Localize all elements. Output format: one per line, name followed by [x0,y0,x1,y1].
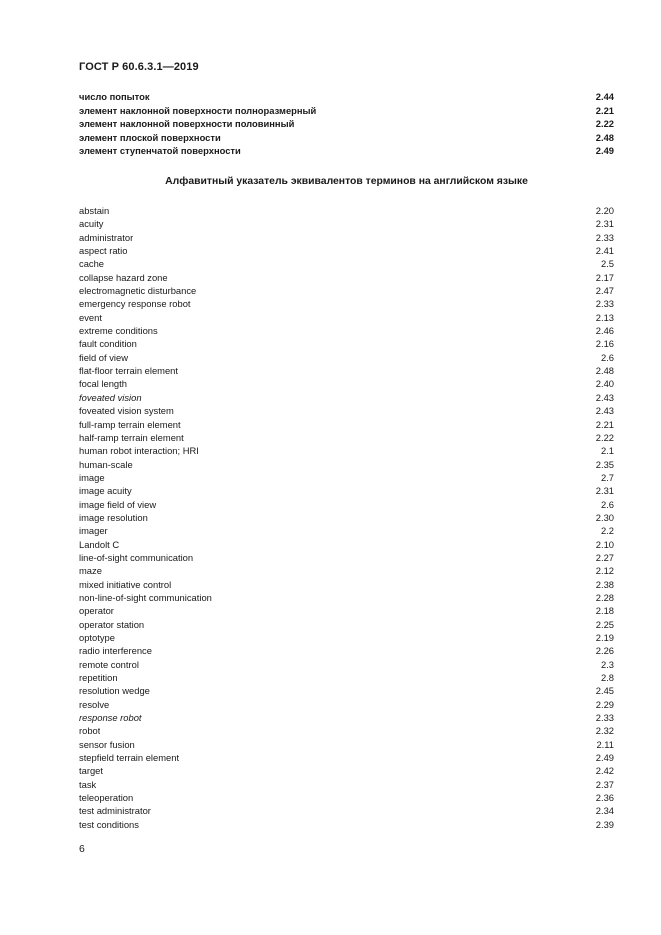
index-term: remote control [79,658,139,670]
index-entry [79,257,614,270]
index-entry [79,364,614,377]
index-reference: 2.6 [600,498,614,510]
index-term: resolve [79,698,110,710]
index-reference: 2.18 [595,605,614,617]
index-term: abstain [79,205,110,216]
index-reference: 2.33 [595,231,614,243]
russian-terms-list [79,90,614,158]
index-reference: 2.48 [595,365,614,377]
index-entry [79,244,614,257]
index-reference: 2.48 [595,131,614,143]
index-entry [79,804,614,817]
index-term: элемент наклонной поверхности полноразмерный [79,104,317,116]
index-reference: 2.47 [595,285,614,297]
index-term: sensor fusion [79,738,135,750]
index-term: robot [79,725,101,737]
index-entry [79,271,614,284]
index-term: line-of-sight communication [79,551,194,563]
index-reference: 2.39 [595,818,614,830]
index-reference: 2.34 [595,805,614,817]
index-term: focal length [79,378,127,390]
english-terms-list [79,204,614,831]
index-term: cache [79,258,105,270]
index-reference: 2.21 [595,418,614,430]
section-title: Алфавитный указатель эквивалентов терминов на английском языке [165,176,528,187]
index-entry [79,458,614,471]
index-reference: 2.35 [595,458,614,470]
index-reference: 2.3 [600,658,614,670]
index-entry [79,217,614,230]
index-term: extreme conditions [79,325,158,337]
index-reference: 2.40 [595,378,614,390]
index-reference: 2.31 [595,485,614,497]
index-term: operator [79,605,114,617]
index-term: Landolt C [79,538,120,550]
index-reference: 2.20 [595,205,614,216]
index-term: field of view [79,351,128,363]
document-header: ГОСТ Р 60.6.3.1—2019 [79,61,199,73]
index-reference: 2.6 [600,351,614,363]
index-term: fault condition [79,338,137,350]
index-entry [79,698,614,711]
index-reference: 2.33 [595,298,614,310]
index-term: test conditions [79,818,139,830]
index-term: repetition [79,672,118,684]
index-term: maze [79,565,102,577]
index-reference: 2.19 [595,632,614,643]
index-reference: 2.38 [595,578,614,590]
index-entry [79,311,614,324]
index-entry [79,324,614,337]
index-reference: 2.49 [595,145,614,156]
index-reference: 2.36 [595,792,614,804]
index-reference: 2.37 [595,778,614,790]
index-term: administrator [79,231,134,243]
index-term: optotype [79,632,115,643]
index-entry [79,297,614,310]
index-entry [79,231,614,244]
index-term: radio interference [79,645,152,657]
index-reference: 2.7 [600,471,614,483]
index-reference: 2.22 [595,118,614,129]
index-reference: 2.43 [595,405,614,417]
index-reference: 2.28 [595,591,614,603]
index-term: image acuity [79,485,132,497]
index-entry [79,524,614,537]
index-entry [79,738,614,751]
index-entry [79,498,614,511]
index-term: non-line-of-sight communication [79,591,212,603]
index-reference: 2.13 [595,311,614,323]
index-reference: 2.31 [595,218,614,230]
index-term: electromagnetic disturbance [79,285,197,297]
index-entry [79,644,614,657]
index-term: event [79,311,102,323]
index-term: response robot [79,712,142,724]
index-entry [79,131,614,145]
index-reference: 2.12 [595,565,614,577]
index-term: элемент ступенчатой поверхности [79,145,241,156]
index-term: mixed initiative control [79,578,172,590]
index-term: stepfield terrain element [79,752,180,764]
index-reference: 2.21 [595,104,614,116]
index-reference: 2.49 [595,752,614,764]
index-entry [79,578,614,591]
index-entry [79,391,614,404]
index-term: collapse hazard zone [79,271,168,283]
index-reference: 2.32 [595,725,614,737]
index-reference: 2.10 [595,538,614,550]
index-entry [79,104,614,118]
index-entry [79,604,614,617]
index-entry [79,684,614,697]
index-entry [79,564,614,577]
index-entry [79,351,614,364]
index-term: элемент плоской поверхности [79,131,221,143]
index-entry [79,90,614,104]
index-reference: 2.17 [595,271,614,283]
index-term: image field of view [79,498,157,510]
index-term: число попыток [79,91,150,102]
index-term: teleoperation [79,792,134,804]
index-term: aspect ratio [79,245,128,257]
index-term: operator station [79,618,145,630]
index-entry [79,538,614,551]
index-reference: 2.1 [600,445,614,457]
index-entry [79,671,614,684]
index-entry [79,618,614,631]
index-term: target [79,765,103,777]
index-entry [79,591,614,604]
index-entry [79,711,614,724]
index-reference: 2.11 [596,738,614,750]
index-term: task [79,778,97,790]
index-term: resolution wedge [79,685,150,697]
index-term: half-ramp terrain element [79,431,184,443]
index-entry [79,404,614,417]
index-term: foveated vision system [79,405,174,417]
index-entry [79,764,614,777]
index-reference: 2.5 [600,258,614,270]
index-entry [79,551,614,564]
index-entry [79,377,614,390]
index-entry [79,418,614,431]
index-reference: 2.43 [595,391,614,403]
index-reference: 2.42 [595,765,614,777]
index-term: human robot interaction; HRI [79,445,199,457]
index-term: human-scale [79,458,133,470]
index-term: test administrator [79,805,151,817]
page-number: 6 [79,844,85,855]
index-term: image [79,471,105,483]
index-entry [79,471,614,484]
index-entry [79,204,614,217]
index-reference: 2.29 [595,698,614,710]
index-entry [79,631,614,644]
index-reference: 2.44 [595,91,614,102]
index-entry [79,724,614,737]
index-entry [79,337,614,350]
index-entry [79,818,614,831]
index-entry [79,511,614,524]
index-entry [79,117,614,131]
index-reference: 2.26 [595,645,614,657]
index-reference: 2.27 [595,551,614,563]
index-term: acuity [79,218,104,230]
index-term: emergency response robot [79,298,191,310]
index-reference: 2.8 [600,672,614,684]
index-reference: 2.22 [595,431,614,443]
index-entry [79,444,614,457]
index-term: flat-floor terrain element [79,365,179,377]
index-reference: 2.25 [595,618,614,630]
index-term: image resolution [79,511,148,523]
index-term: элемент наклонной поверхности половинный [79,118,295,129]
index-entry [79,778,614,791]
index-entry [79,484,614,497]
index-entry [79,431,614,444]
index-reference: 2.2 [600,525,614,537]
index-entry [79,791,614,804]
index-entry [79,284,614,297]
index-entry [79,658,614,671]
index-term: full-ramp terrain element [79,418,181,430]
index-reference: 2.30 [595,511,614,523]
index-entry [79,144,614,158]
index-reference: 2.41 [595,245,614,257]
index-reference: 2.33 [595,712,614,724]
index-entry [79,751,614,764]
index-term: foveated vision [79,391,142,403]
index-reference: 2.45 [595,685,614,697]
index-reference: 2.16 [595,338,614,350]
index-reference: 2.46 [595,325,614,337]
index-term: imager [79,525,108,537]
